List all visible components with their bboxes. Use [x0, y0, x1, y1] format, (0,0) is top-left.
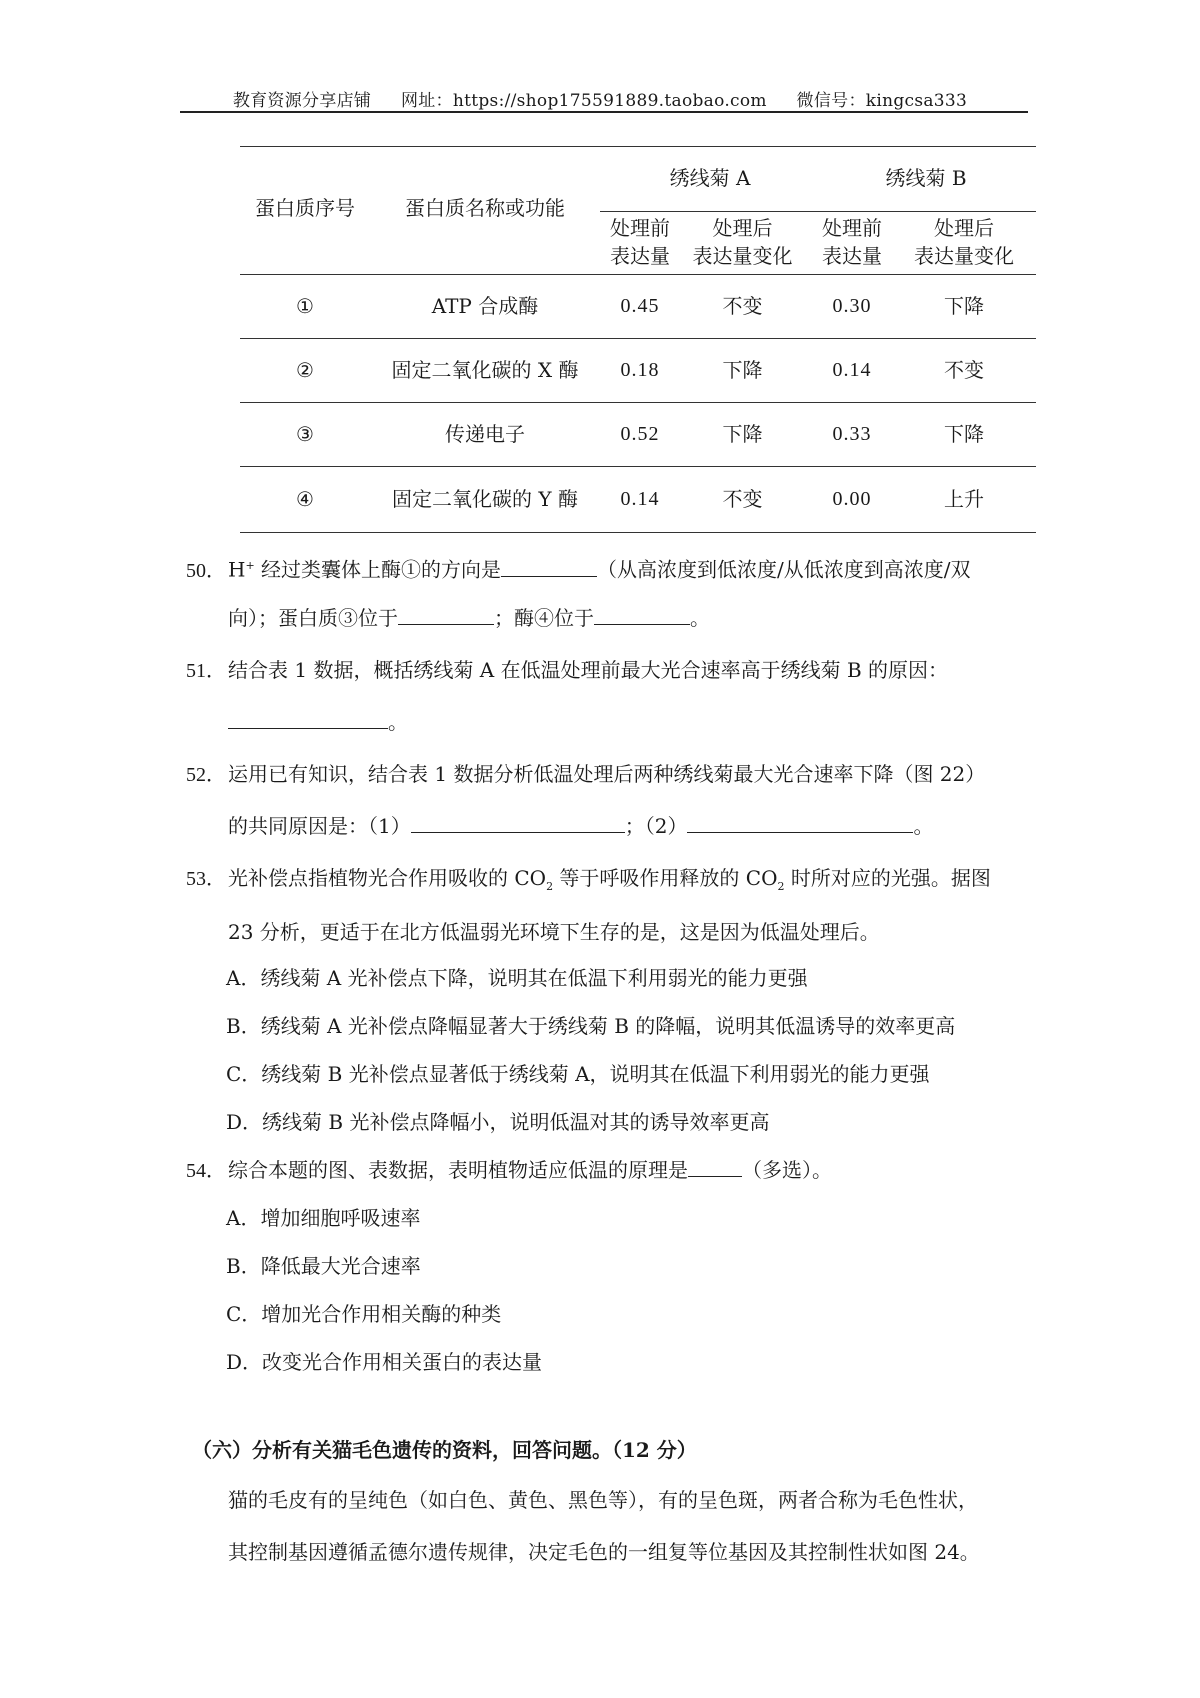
row4-name: 固定二氧化碳的 Y 酶	[392, 487, 578, 511]
header-b-after: 处理后 表达量变化	[914, 216, 1014, 268]
row4-b-change: 上升	[944, 487, 984, 511]
answer-blank[interactable]	[228, 708, 388, 729]
table-row-rule	[240, 338, 1036, 339]
header-b-before: 处理前 表达量	[822, 216, 882, 268]
question-52: 52． 运用已有知识，结合表 1 数据分析低温处理后两种绣线菊最大光合速率下降（图 22）	[186, 760, 985, 789]
q53-option-d[interactable]: D．绣线菊 B 光补偿点降幅小，说明低温对其的诱导效率更高	[226, 1110, 770, 1134]
row2-a-before: 0.18	[620, 359, 660, 381]
page-header	[0, 86, 1200, 111]
row1-a-before: 0.45	[620, 295, 660, 317]
answer-blank[interactable]	[687, 812, 913, 833]
protein-table	[240, 146, 1036, 532]
row1-b-before: 0.30	[832, 295, 872, 317]
row3-b-before: 0.33	[832, 423, 872, 445]
header-group-a: 绣线菊 A	[669, 166, 751, 190]
header-wechat: 微信号：kingcsa333	[796, 91, 968, 111]
section-6-title: （六）分析有关猫毛色遗传的资料，回答问题。（12 分）	[192, 1438, 697, 1462]
question-50-line2: 向）；蛋白质③位于 ；酶④位于 。	[228, 606, 710, 630]
question-number: 51．	[186, 660, 226, 682]
row2-a-change: 下降	[722, 358, 763, 382]
row3-a-change: 下降	[722, 422, 763, 446]
answer-blank[interactable]	[688, 1156, 742, 1177]
row4-a-change: 不变	[722, 487, 763, 511]
row3-b-change: 下降	[944, 422, 984, 446]
question-51-line2: 。	[228, 708, 408, 736]
row3-a-before: 0.52	[620, 423, 660, 445]
question-53: 53． 光补偿点指植物光合作用吸收的 $CO_2$ 等于呼吸作用释放的 $CO_2$ 时所对应的光强。据图	[186, 866, 991, 893]
row2-name: 固定二氧化碳的 X 酶	[391, 358, 579, 382]
row1-b-change: 下降	[944, 294, 984, 318]
question-number: 54．	[186, 1160, 226, 1182]
row1-id: ①	[296, 294, 314, 318]
q54-option-c[interactable]: C．增加光合作用相关酶的种类	[226, 1302, 502, 1326]
section-6-paragraph-line2: 其控制基因遵循孟德尔遗传规律，决定毛色的一组复等位基因及其控制性状如图 24。	[228, 1540, 980, 1564]
answer-blank[interactable]	[411, 812, 625, 833]
header-protein-name: 蛋白质名称或功能	[405, 196, 565, 220]
q53-option-c[interactable]: C．绣线菊 B 光补偿点显著低于绣线菊 A，说明其在低温下利用弱光的能力更强	[226, 1062, 930, 1086]
row4-b-before: 0.00	[832, 488, 872, 510]
question-50: 50． H+ 经过类囊体上酶①的方向是 （从高浓度到低浓度/从低浓度到高浓度/双	[186, 552, 971, 585]
header-a-after: 处理后 表达量变化	[692, 216, 793, 268]
header-protein-id: 蛋白质序号	[255, 196, 355, 220]
answer-blank[interactable]	[594, 604, 690, 625]
question-51: 51． 结合表 1 数据，概括绣线菊 A 在低温处理前最大光合速率高于绣线菊 B 的原因：	[186, 656, 948, 685]
q54-option-a[interactable]: A．增加细胞呼吸速率	[226, 1206, 421, 1230]
row2-b-change: 不变	[944, 358, 984, 382]
table-bottom-rule	[240, 532, 1036, 533]
row4-id: ④	[296, 487, 314, 511]
section-6-paragraph-line1: 猫的毛皮有的呈纯色（如白色、黄色、黑色等），有的呈色斑，两者合称为毛色性状，	[228, 1488, 978, 1512]
question-53-line2: 23 分析，更适于在北方低温弱光环境下生存的是，这是因为低温处理后。	[228, 920, 880, 944]
header-rule	[180, 111, 1028, 113]
table-row-rule	[240, 466, 1036, 467]
answer-blank[interactable]	[398, 604, 494, 625]
row1-name: ATP 合成酶	[431, 294, 539, 318]
question-number: 53．	[186, 868, 226, 890]
header-group-b: 绣线菊 B	[885, 166, 967, 190]
q53-option-b[interactable]: B．绣线菊 A 光补偿点降幅显著大于绣线菊 B 的降幅，说明其低温诱导的效率更高	[226, 1014, 956, 1038]
row4-a-before: 0.14	[620, 488, 660, 510]
question-number: 50．	[186, 559, 226, 582]
answer-blank[interactable]	[501, 556, 597, 577]
header-a-before: 处理前 表达量	[610, 216, 670, 268]
question-54: 54． 综合本题的图、表数据，表明植物适应低温的原理是 （多选）。	[186, 1156, 832, 1185]
q54-option-d[interactable]: D．改变光合作用相关蛋白的表达量	[226, 1350, 543, 1374]
row2-id: ②	[296, 358, 314, 382]
header-site: 网址：https://shop175591889.taobao.com	[400, 91, 767, 111]
q54-option-b[interactable]: B．降低最大光合速率	[226, 1254, 421, 1278]
row3-id: ③	[296, 422, 314, 446]
question-number: 52．	[186, 764, 226, 786]
question-52-line2: 的共同原因是：（1） ；（2） 。	[228, 814, 934, 838]
row3-name: 传递电子	[445, 422, 525, 446]
header-shop: 教育资源分享店铺	[232, 91, 372, 111]
row2-b-before: 0.14	[832, 359, 872, 381]
table-group-rule	[600, 211, 1036, 212]
table-row-rule	[240, 402, 1036, 403]
q53-option-a[interactable]: A．绣线菊 A 光补偿点下降，说明其在低温下利用弱光的能力更强	[226, 966, 808, 990]
table-top-rule	[240, 146, 1036, 147]
table-header-rule	[240, 274, 1036, 275]
row1-a-change: 不变	[722, 294, 763, 318]
